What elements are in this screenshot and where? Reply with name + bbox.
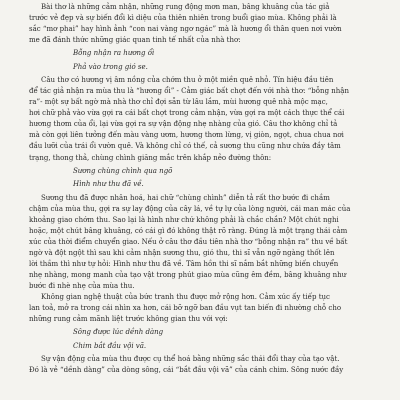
text-line: lan toả, mở ra trong cái nhìn xa hơn, cái bỡ ngỡ ban đầu vụt tan biến đi nhường chỗ cho: [29, 304, 342, 313]
text-line: Câu thơ có hương vị âm nồng của chớm thu ở một miền quê nhỏ. Tín hiệu đầu tiên: [41, 76, 334, 85]
text-line: ra”- một sự bất ngờ mà nhà thơ chỉ đợi sẵn từ lâu lắm, mùi hương quê nhà mộc mạc,: [29, 98, 328, 107]
text-line: chậm của mùa thu, gợi ra sự lay động của cây lá, về tự lự của lòng người, cái man mác của: [29, 204, 351, 213]
text-line: mà còn gợi liên tưởng đến màu vàng ươm, hương thơm lừng, vị giòn, ngọt, chua chua nơi: [29, 131, 344, 140]
text-line: trước vẻ đẹp và sự biến đổi kì diệu của thiên nhiên trong buổi giao mùa. Không phải là: [29, 14, 337, 23]
verse-1: [73, 47, 386, 74]
text-line: sắc “mơ phai” hay hình ảnh “con nai vàng ngơ ngác” mà là hương ổi thân quen nơi vườn: [29, 25, 342, 34]
text-line: Sương thu đã được nhân hoá, hai chữ “chùng chình” diễn tả rất thơ bước đi chầm: [41, 193, 330, 202]
text-line: hoặc, một chút bâng khuâng, có cái gì đó không thật rõ ràng. Đúng là một trạng thái cảm: [29, 226, 348, 235]
text-line: Không gian nghệ thuật của bức tranh thu được mở rộng hơn. Cảm xúc ấy tiếp tục: [41, 292, 330, 301]
text-line: xúc của thời điểm chuyển giao. Nếu ở câu thơ đầu tiên nhà thơ “bỗng nhận ra” thu về bất: [29, 237, 348, 246]
text-line: trạng, thong thả, chùng chình giăng mắc trên khắp nẻo đường thôn:: [29, 153, 272, 162]
text-line: lời thầm thì như tự hỏi: Hình như thu đã về. Tâm hồn thi sĩ nắm bắt những biến chuyển: [29, 259, 339, 268]
text-line: hương thơm của ổi, lại vừa gợi ra sự vận động nhẹ nhàng của gió. Câu thơ không chỉ tả: [29, 120, 338, 129]
paragraph-3: [29, 193, 386, 292]
paragraph-1: [29, 2, 386, 46]
verse-line: Bỗng nhận ra hương ổi: [73, 49, 155, 58]
paragraph-2: [29, 75, 386, 163]
text-line: đầu lưỡi của trái ổi vườn quê. Và không chỉ có thế, cả sương thu cũng như chứa đầy tâm: [29, 142, 341, 151]
text-line: nhẹ nhàng, mong manh của tạo vật trong phút giao mùa cũng êm đềm, bâng khuâng như: [29, 270, 347, 279]
paragraph-4: [29, 292, 386, 325]
text-line: me đã đánh thức những giác quan tinh tế nhất của nhà thơ:: [29, 36, 241, 45]
text-line: ngờ và đột ngột thì sau khi cảm nhận sương thu, gió thu, thi sĩ vẫn ngỡ ngàng thốt lên: [29, 248, 335, 257]
verse-3: [73, 326, 386, 353]
text-line: hơi chữ phả vào vừa gợi ra cái bất chợt trong cảm nhận, vừa gợi ra một cách thực thể cái: [29, 109, 345, 118]
text-line: để tác giả nhận ra mùa thu là “hương ổi” - Cảm giác bất chợt đến với nhà thơ: “bỗng nhận: [29, 87, 349, 96]
text-line: những rung cảm mãnh liệt trước không gian thu với vợi:: [29, 315, 228, 324]
verse-line: Sông được lúc dềnh dàng: [73, 328, 164, 337]
text-line: Bài thơ là những cảm nhận, những rung động mơn man, bâng khuâng của tác giả: [41, 3, 330, 11]
verse-line: Phả vào trong gió se.: [73, 62, 148, 71]
text-line: khoảng giao chớm thu. Sao lại là hình như chứ không phải là chắc chắn? Một chút nghi: [29, 215, 339, 224]
text-line: bước đi nhè nhẹ của mùa thu.: [29, 281, 135, 290]
verse-line: Sương chùng chình qua ngõ: [73, 166, 173, 175]
verse-line: Chim bắt đầu vội vã.: [73, 341, 147, 350]
paragraph-5: [29, 354, 386, 376]
text-line: Sự vận động của mùa thu được cụ thể hoá bằng những sắc thái đổi thay của tạo vật.: [41, 355, 340, 364]
text-line: Đó là vẻ “dềnh dàng” của dòng sông, cái “bắt đầu vội vã” của cánh chim. Sông nước đầy: [29, 366, 344, 375]
verse-line: Hình như thu đã về.: [73, 180, 144, 189]
verse-2: [73, 165, 386, 192]
